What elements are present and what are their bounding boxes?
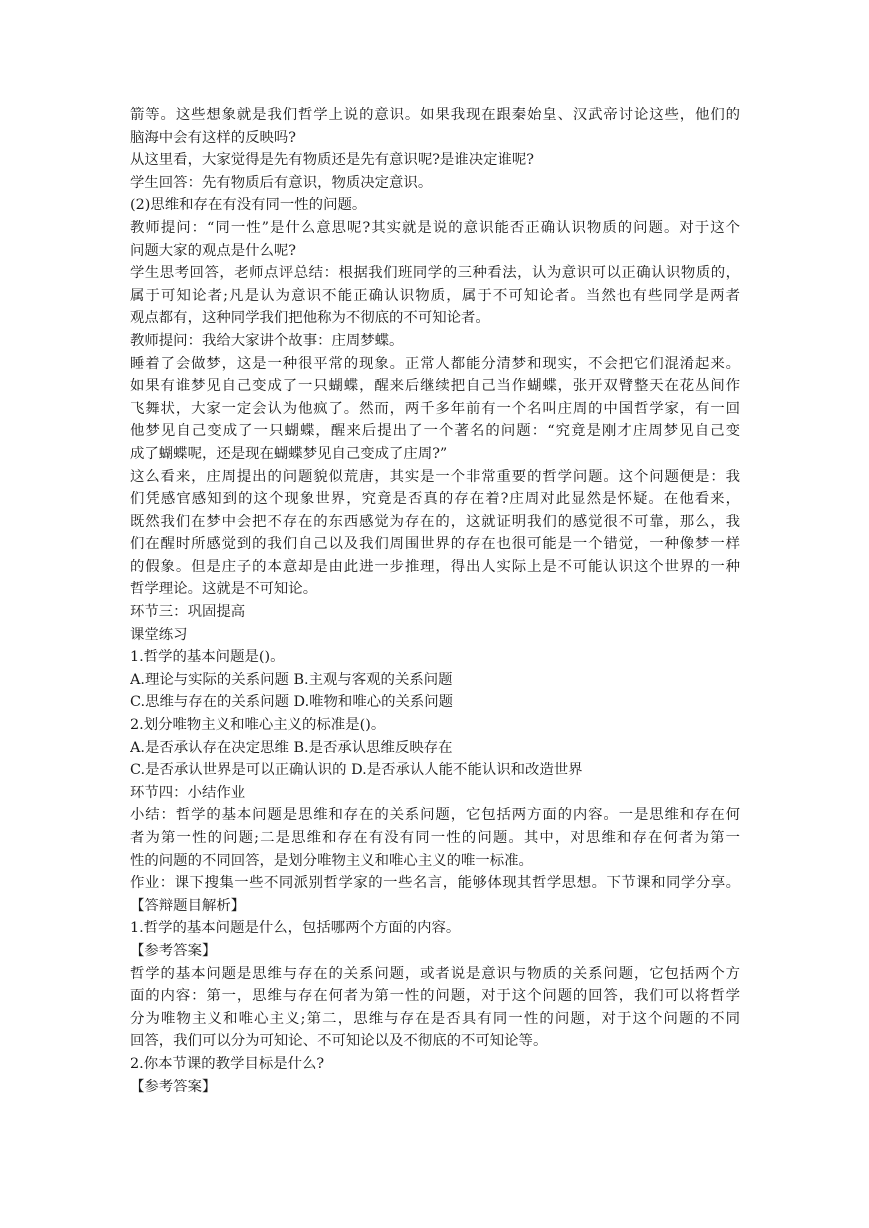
text-line: 既然我们在梦中会把不存在的东西感觉为存在的，这就证明我们的感觉很不可靠，那么，我 (130, 513, 740, 530)
text-line: 哲学的基本问题是思维与存在的关系问题，或者说是意识与物质的关系问题，它包括两个方 (130, 965, 740, 982)
text-line: 们在醒时所感觉到的我们自己以及我们周围世界的存在也很可能是一个错觉，一种像梦一样 (130, 536, 740, 553)
exercise-options: A.是否承认存在决定思维 B.是否承认思维反映存在 (130, 739, 453, 756)
text-line: 者为第一性的问题;二是思维和存在有没有同一性的问题。其中，对思维和存在何者为第一 (130, 830, 740, 846)
text-line: 属于可知论者;凡是认为意识不能正确认识物质，属于不可知论者。当然也有些同学是两者 (130, 287, 740, 304)
exercise-options: A.理论与实际的关系问题 B.主观与客观的关系问题 (130, 671, 453, 688)
section-heading: 环节四：小结作业 (130, 784, 246, 801)
text-line: 性的问题的不同回答，是划分唯物主义和唯心主义的唯一标准。 (130, 852, 533, 869)
section-heading: 环节三：巩固提高 (130, 604, 246, 621)
text-line: 面的内容：第一，思维与存在何者为第一性的问题，对于这个问题的回答，我们可以将哲学 (130, 988, 740, 1005)
text-line: 这么看来，庄周提出的问题貌似荒唐，其实是一个非常重要的哲学问题。这个问题便是：我 (130, 468, 740, 485)
text-line: 教师提问：我给大家讲个故事：庄周梦蝶。 (130, 332, 404, 349)
text-line: 作业：课下搜集一些不同派别哲学家的一些名言，能够体现其哲学思想。下节课和同学分享。 (130, 875, 740, 892)
text-line: 教师提问：“同一性”是什么意思呢?其实就是说的意识能否正确认识物质的问题。对于这个 (130, 219, 740, 236)
text-line: 的假象。但是庄子的本意却是由此进一步推理，得出人实际上是不可能认识这个世界的一种 (130, 558, 740, 575)
section-subheading: 课堂练习 (130, 626, 188, 643)
defense-question: 1.哲学的基本问题是什么，包括哪两个方面的内容。 (130, 920, 461, 937)
answer-heading: 【参考答案】 (130, 942, 217, 959)
exercise-options: C.是否承认世界是可以正确认识的 D.是否承认人能不能认识和改造世界 (130, 762, 583, 779)
text-line: 如果有谁梦见自己变成了一只蝴蝶，醒来后继续把自己当作蝴蝶，张开双臂整天在花丛间作 (130, 378, 740, 395)
text-line: 小结：哲学的基本问题是思维和存在的关系问题，它包括两方面的内容。一是思维和存在何 (130, 807, 740, 824)
text-line: 飞舞状，大家一定会认为他疯了。然而，两千多年前有一个名叫庄周的中国哲学家，有一回 (130, 400, 740, 417)
section-heading: 【答辩题目解析】 (130, 897, 246, 914)
text-line: 从这里看，大家觉得是先有物质还是先有意识呢?是谁决定谁呢? (130, 152, 534, 169)
text-line: 学生思考回答，老师点评总结：根据我们班同学的三种看法，认为意识可以正确认识物质的， (130, 265, 740, 282)
document-page (130, 104, 740, 1098)
text-line: 成了蝴蝶呢，还是现在蝴蝶梦见自己变成了庄周?” (130, 445, 448, 462)
text-line: 脑海中会有这样的反映吗? (130, 129, 297, 146)
text-line: 睡着了会做梦，这是一种很平常的现象。正常人都能分清梦和现实，不会把它们混淆起来。 (130, 355, 740, 372)
exercise-options: C.思维与存在的关系问题 D.唯物和唯心的关系问题 (130, 694, 454, 711)
text-line: 观点都有，这种同学我们把他称为不彻底的不可知论者。 (130, 310, 490, 327)
answer-heading: 【参考答案】 (130, 1078, 217, 1095)
text-line: 分为唯物主义和唯心主义;第二，思维与存在是否具有同一性的问题，对于这个问题的不同 (130, 1010, 740, 1027)
text-line: 们凭感官感知到的这个现象世界，究竟是否真的存在着?庄周对此显然是怀疑。在他看来， (130, 491, 740, 508)
section-subheading: (2)思维和存在有没有同一性的问题。 (130, 197, 367, 214)
text-line: 学生回答：先有物质后有意识，物质决定意识。 (130, 174, 433, 191)
text-line: 他梦见自己变成了一只蝴蝶，醒来后提出了一个著名的问题：“究竟是刚才庄周梦见自己变 (130, 423, 740, 440)
exercise-question: 2.划分唯物主义和唯心主义的标准是()。 (130, 717, 386, 734)
text-line: 问题大家的观点是什么呢? (130, 242, 297, 259)
defense-question: 2.你本节课的教学目标是什么? (130, 1055, 325, 1072)
exercise-question: 1.哲学的基本问题是()。 (130, 649, 285, 666)
text-line: 回答，我们可以分为可知论、不可知论以及不彻底的不可知论等。 (130, 1033, 548, 1050)
text-line: 哲学理论。这就是不可知论。 (130, 581, 318, 598)
text-line: 箭等。这些想象就是我们哲学上说的意识。如果我现在跟秦始皇、汉武帝讨论这些，他们的 (130, 107, 740, 123)
